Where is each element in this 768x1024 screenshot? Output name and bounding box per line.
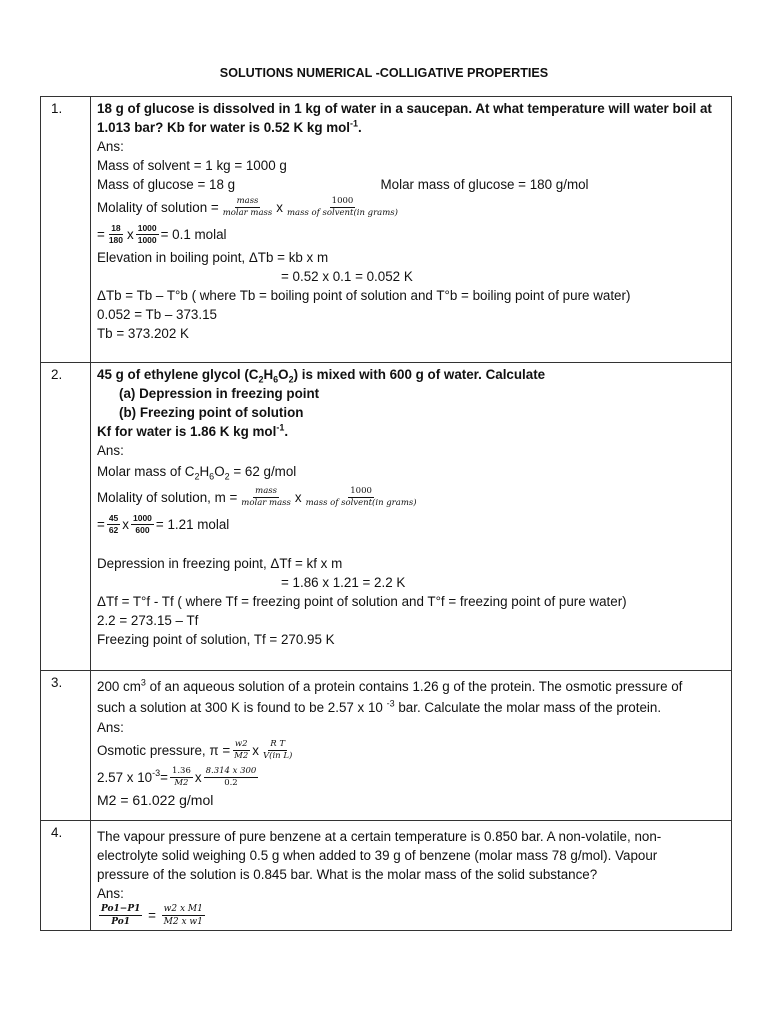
answer-line: = 1.86 x 1.21 = 2.2 K <box>281 575 406 590</box>
question-number: 2. <box>41 363 91 671</box>
question-row-4 <box>41 821 732 931</box>
question-text: electrolyte solid weighing 0.5 g when added to 39 g of benzene (molar mass 78 g/mol). Vapour <box>97 848 658 863</box>
question-body <box>91 97 732 363</box>
answer-line: Molar mass of $C_2H_6O_2 = 62$ g/mol <box>97 464 297 482</box>
question-number: 4. <box>41 821 91 931</box>
question-body <box>91 821 732 931</box>
answer-line: Mass of glucose = 18 g Molar mass of glucose = 180 g/mol <box>97 177 589 192</box>
question-number: 1. <box>41 97 91 363</box>
formula-line: Osmotic pressure, π = $\frac{w2}{M2}$ x $\frac{\text{R T}}{\text{V(in L)}}$ <box>97 739 293 761</box>
answer-line: 0.052 = Tb – 373.15 <box>97 307 217 322</box>
question-text: such a solution at 300 K is found to be 2.57 x 10 $^{-3}$ bar. Calculate the molar mass of the protein. <box>97 698 662 715</box>
formula-line: = $\frac{18}{180}$ x $\frac{1000}{1000}$ = 0.1 molal <box>97 223 227 245</box>
question-text: Kf for water is 1.86 K kg mol$^{-1}$. <box>97 422 289 439</box>
document-title: SOLUTIONS NUMERICAL -COLLIGATIVE PROPERTIES <box>219 66 549 80</box>
question-text: 18 g of glucose is dissolved in 1 kg of water in a saucepan. At what temperature will water boil at <box>97 101 712 116</box>
question-row-3 <box>41 671 732 821</box>
answer-line: Tb = 373.202 K <box>97 326 189 341</box>
question-text: The vapour pressure of pure benzene at a certain temperature is 0.850 bar. A non-volatile, non- <box>97 829 662 844</box>
question-body <box>91 671 732 821</box>
question-text: 200 $cm^3$ of an aqueous solution of a protein contains 1.26 g of the protein. The osmotic pressure of <box>97 677 683 694</box>
formula-line: Molality of solution = $\frac{\text{mass}}{\text{molar mass}}$ x $\frac{1000}{\text{mass of solvent(in grams)}}$ <box>97 196 398 218</box>
answer-line: = 0.52 x 0.1 = 0.052 K <box>281 269 413 284</box>
fraction-left: $\frac{Po1-P1}{Po1}$ <box>101 904 141 927</box>
formula-line: = $\frac{45}{62}$ x $\frac{1000}{600}$ = 1.21 molal <box>97 513 230 535</box>
formula-line: 2.57 x 10 $^{-3}$ = $\frac{1.36}{M2}$ x $\frac{8.314 x 300}{0.2}$ <box>97 766 257 788</box>
answer-line: Elevation in boiling point, ΔTb = kb x m <box>97 250 329 265</box>
formula-line: $\frac{Po1-P1}{Po1}$ = $\frac{\text{w2 x M1}}{\text{M2 x w1}}$ <box>101 904 203 927</box>
question-number: 3. <box>41 671 91 821</box>
answer-line: ΔTf = T°f - Tf ( where Tf = freezing point of solution and T°f = freezing point of pure water) <box>97 594 627 609</box>
answer-label: Ans: <box>97 443 124 458</box>
answer-line: Mass of solvent = 1 kg = 1000 g <box>97 158 287 173</box>
question-row-1 <box>41 97 732 363</box>
question-text: pressure of the solution is 0.845 bar. What is the molar mass of the solid substance? <box>97 867 598 882</box>
question-part: (a) Depression in freezing point <box>119 386 320 401</box>
answer-label: Ans: <box>97 720 124 735</box>
question-row-2 <box>41 363 732 671</box>
question-text: 1.013 bar? Kb for water is 0.52 K kg mol$^{-1}$. <box>97 118 362 135</box>
answer-label: Ans: <box>97 886 124 901</box>
answer-line: Depression in freezing point, ΔTf = kf x m <box>97 556 343 571</box>
questions-table <box>40 96 732 931</box>
answer-line: Freezing point of solution, Tf = 270.95 K <box>97 632 335 647</box>
question-part: (b) Freezing point of solution <box>119 405 304 420</box>
answer-label: Ans: <box>97 139 124 154</box>
answer-line: ΔTb = Tb – T°b ( where Tb = boiling point of solution and T°b = boiling point of pure water) <box>97 288 631 303</box>
question-body <box>91 363 732 671</box>
formula-line: Molality of solution, m = $\frac{\text{mass}}{\text{molar mass}}$ x $\frac{1000}{\text{mass of solvent(in grams)}}$ <box>97 486 417 508</box>
question-text: 45 g of ethylene glycol $(C_2H_6O_2)$ is mixed with 600 g of water. Calculate <box>97 367 546 385</box>
answer-line: 2.2 = 273.15 – Tf <box>97 613 199 628</box>
answer-line: M2 = 61.022 g/mol <box>97 792 214 808</box>
fraction-right: $\frac{\text{w2 x M1}}{\text{M2 x w1}}$ <box>163 904 203 927</box>
